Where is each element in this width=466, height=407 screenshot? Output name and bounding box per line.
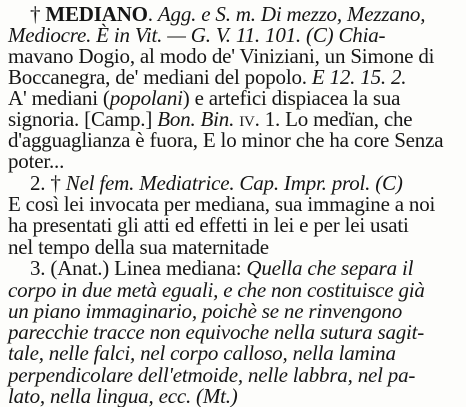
entry-text-segment: † — [30, 2, 46, 26]
entry-text-segment: parecchie tracce non equivoche nella sutura sagit- — [8, 320, 425, 344]
entry-text-segment: popolani — [109, 86, 183, 110]
entry-text-segment: Agg. e S. m. Di mezzo, Mezzano, — [157, 2, 426, 26]
entry-text-segment: E 12. 15. 2. — [311, 65, 407, 89]
entry-text-segment: poter... — [8, 149, 65, 173]
entry-text-segment: Nel fem. Mediatrice. Cap. Impr. prol. (C) — [65, 171, 403, 195]
entry-text-segment: 3. (Anat.) Linea mediana: — [30, 256, 247, 280]
entry-text-segment: perpendicolare dell'etmoide, nelle labbra, nel pa- — [8, 363, 416, 387]
entry-text-segment: mavano Dogio, al modo de' Viniziani, un Simone di — [8, 44, 435, 68]
entry-text-segment: Bon. Bin. — [157, 107, 240, 131]
entry-line — [8, 128, 443, 152]
entry-text-segment: nel tempo della sua maternitade — [8, 235, 269, 259]
entry-text-segment: tale, nelle falci, nel corpo calloso, nella lamina — [8, 341, 396, 365]
entry-text-segment: Boccanegra, de' mediani del popolo. — [8, 65, 312, 89]
entry-text-segment: ) e artefici dispiacea la sua — [182, 86, 401, 110]
entry-text-segment: un piano immaginario, poichè se ne rinvengono — [8, 299, 403, 323]
entry-text-segment: iv — [239, 107, 255, 131]
entry-text-segment: . 1. Lo medïan, che — [254, 107, 413, 131]
entry-text-segment: lato, nella lingua, ecc. (Mt.) — [8, 384, 238, 407]
entry-line — [8, 341, 396, 365]
entry-text-segment: 2. † — [30, 171, 66, 195]
entry-line — [8, 384, 238, 407]
entry-text-segment: MEDIANO — [45, 2, 148, 26]
entry-text-segment: . — [147, 2, 158, 26]
entry-text-segment: A' mediani ( — [8, 86, 110, 110]
entry-line — [8, 149, 64, 173]
entry-text-segment: E così lei invocata per mediana, sua immagine a noi — [8, 192, 436, 216]
entry-text-segment: d'agguaglianza è fuora, E lo minor che ha core Senza — [8, 128, 444, 152]
entry-line — [30, 256, 413, 280]
entry-line — [8, 213, 409, 237]
entry-text-segment: Mediocre. È in Vit. — G. V. 11. 101. (C) Chia- — [8, 23, 386, 47]
entry-text-segment: corpo in due metà eguali, e che non costituisce già — [8, 278, 425, 302]
entry-text-segment: signoria. [Camp.] — [8, 107, 158, 131]
entry-text-segment: ha presentati gli atti ed effetti in lei e per lei usati — [8, 213, 409, 237]
entry-text-segment: Quella che separa il — [246, 256, 414, 280]
